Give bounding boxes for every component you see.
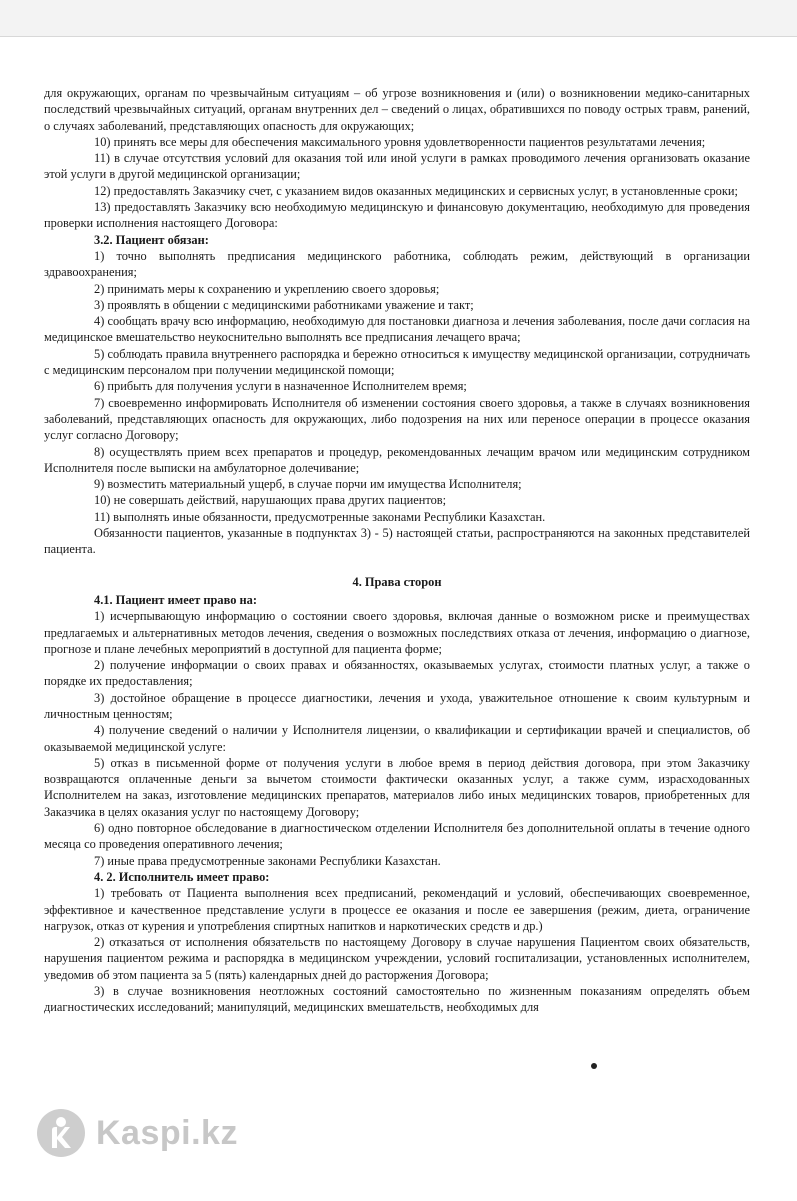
- list-item: 3) в случае возникновения неотложных состояний самостоятельно по жизненным показаниям определять объем диагностических исследований; манипуляций, медицинских вмешательств, необходимых для: [44, 984, 750, 1015]
- list-item: 6) одно повторное обследование в диагностическом отделении Исполнителя без дополнительной оплаты в течение одного месяца со проведения оперативного лечения;: [44, 821, 750, 852]
- section-heading: 3.2. Пациент обязан:: [94, 232, 209, 247]
- list-item: 3) достойное обращение в процессе диагностики, лечения и ухода, уважительное отношение к своим культурным и личностным ценностям;: [44, 690, 750, 721]
- list-item: 5) соблюдать правила внутреннего распорядка и бережно относиться к имуществу медицинской организации, сотрудничать с медицинским персоналом при получении медицинской помощи;: [44, 346, 750, 378]
- section-heading: 4. Права сторон: [352, 574, 442, 589]
- list-item: 10) принять все меры для обеспечения максимального уровня удовлетворенности пациентов результатами лечения;: [94, 134, 706, 149]
- list-item: 11) выполнять иные обязанности, предусмотренные законами Республики Казахстан.: [94, 509, 546, 524]
- watermark-text: Kaspi.kz: [96, 1113, 238, 1152]
- list-item: Обязанности пациентов, указанные в подпунктах 3) - 5) настоящей статьи, распространяются на законных представителей пациента.: [44, 526, 750, 557]
- section-heading: 4. 2. Исполнитель имеет право:: [94, 869, 270, 884]
- document-body: [44, 85, 750, 1016]
- list-item: 13) предоставлять Заказчику всю необходимую медицинскую и финансовую документацию, необходимую для проведения проверки исполнения настоящего Договора:: [44, 200, 750, 231]
- document-page: [0, 36, 797, 1201]
- list-item: 2) получение информации о своих правах и обязанностях, оказываемых услугах, стоимости платных услуг, а также о порядке их предоставления;: [44, 658, 750, 689]
- list-item: 9) возместить материальный ущерб, в случае порчи им имущества Исполнителя;: [94, 477, 522, 492]
- list-item: 12) предоставлять Заказчику счет, с указанием видов оказанных медицинских и сервисных услуг, в установленные сроки;: [94, 183, 738, 198]
- list-item: 4) получение сведений о наличии у Исполнителя лицензии, о квалификации и сертификации врачей и специалистов, об оказываемой медицинской услуге:: [44, 723, 750, 754]
- list-item: 8) осуществлять прием всех препаратов и процедур, рекомендованных лечащим врачом или медицинским сотрудником Исполнителя после выписки на амбулаторное долечивание;: [44, 444, 750, 475]
- list-item: 6) прибыть для получения услуги в назначенное Исполнителем время;: [94, 379, 467, 394]
- list-item: 10) не совершать действий, нарушающих права других пациентов;: [94, 493, 447, 508]
- list-item: 1) требовать от Пациента выполнения всех предписаний, рекомендаций и условий, обеспечивающих своевременное, эффективное и качественное представление услуги в процессе ее оказания и после ее завершения (режим, диета, ограничение нагрузок, отказ от курения и употребления спиртных напитков и наркотических средств и др.): [44, 886, 750, 933]
- list-item: 3) проявлять в общении с медицинскими работниками уважение и такт;: [94, 297, 474, 312]
- list-item: 2) отказаться от исполнения обязательств по настоящему Договору в случае нарушения Пациентом своих обязательств, нарушения пациентом режима и распорядка в медицинском учреждении, условий госпитализации, установленных исполнителем, уведомив об этом пациента за 5 (пять) календарных дней до расторжения Договора;: [44, 935, 750, 982]
- list-item: 5) отказ в письменной форме от получения услуги в любое время в период действия договора, при этом Заказчику возвращаются оплаченные деньги за вычетом стоимости фактически оказанных услуг, а также сумм, израсходованных Исполнителем на заказ, изготовление медицинских препаратов, материалов либо иных медицинских товаров, приобретенных для Заказчика в целях оказания услуг по настоящему Договору;: [44, 755, 750, 819]
- watermark: [36, 1108, 238, 1158]
- list-item: 2) принимать меры к сохранению и укреплению своего здоровья;: [94, 281, 440, 296]
- section-heading: 4.1. Пациент имеет право на:: [94, 592, 257, 607]
- list-item: 7) иные права предусмотренные законами Республики Казахстан.: [94, 853, 441, 868]
- list-item: 11) в случае отсутствия условий для оказания той или иной услуги в рамках проводимого лечения организовать оказание этой услуги в другой медицинской организации;: [44, 151, 750, 182]
- paragraph: для окружающих, органам по чрезвычайным ситуациям – об угрозе возникновения и (или) о возникновении медико-санитарных последствий чрезвычайных ситуаций, органам внутренних дел – сведений о лицах, обратившихся по поводу острых травм, ранений, о случаях заболеваний, представляющих опасность для окружающих;: [44, 86, 750, 133]
- list-item: 4) сообщать врачу всю информацию, необходимую для постановки диагноза и лечения заболевания, после дачи согласия на медицинское вмешательство неукоснительно выполнять все предписания лечащего врача;: [44, 314, 750, 345]
- stray-dot: [591, 1063, 597, 1069]
- kaspi-logo-icon: [36, 1108, 86, 1158]
- list-item: 1) точно выполнять предписания медицинского работника, соблюдать режим, действующий в организации здравоохранения;: [44, 248, 750, 280]
- list-item: 1) исчерпывающую информацию о состоянии своего здоровья, включая данные о возможном риске и преимуществах предлагаемых и альтернативных методов лечения, сведения о возможных последствиях отказа от лечения, информацию о диагнозе, прогнозе и плане лечебных мероприятий в доступной для пациента форме;: [44, 609, 750, 656]
- list-item: 7) своевременно информировать Исполнителя об изменении состояния своего здоровья, а также в случаях возникновения заболеваний, представляющих опасность для окружающих, либо подозрения на них или переносе операции в процессе оказания услуг согласно Договору;: [44, 395, 750, 443]
